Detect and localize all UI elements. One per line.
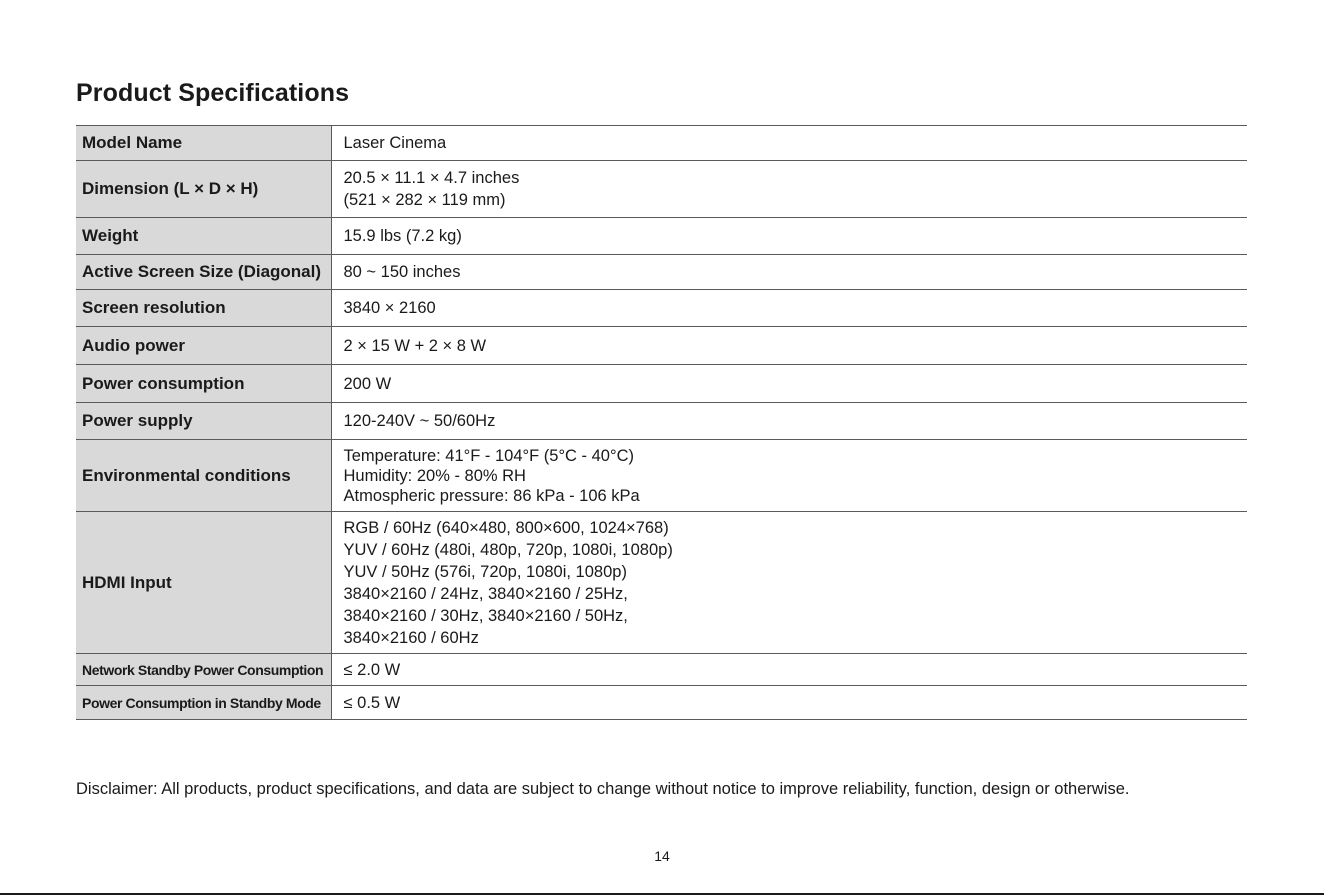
spec-label: Audio power (76, 327, 331, 365)
spec-label: Weight (76, 218, 331, 255)
spec-label: Screen resolution (76, 290, 331, 327)
spec-value-line: 200 W (343, 374, 392, 393)
disclaimer-text: Disclaimer: All products, product specifications, and data are subject to change without notice to improve reliability, function, design or otherwise. (76, 780, 1130, 798)
spec-label: Environmental conditions (76, 440, 331, 512)
page-number: 14 (654, 848, 670, 864)
table-row (76, 327, 1247, 365)
spec-value (331, 290, 1247, 327)
spec-value-line: ≤ 2.0 W (343, 660, 401, 679)
spec-value (331, 161, 1247, 218)
page-title: Product Specifications (76, 79, 350, 107)
spec-value (331, 686, 1247, 720)
table-row (76, 403, 1247, 440)
spec-value (331, 327, 1247, 365)
spec-label: Network Standby Power Consumption (76, 654, 331, 686)
spec-value-line: Temperature: 41°F - 104°F (5°C - 40°C) (343, 446, 634, 465)
spec-label: Power consumption (76, 365, 331, 403)
spec-value (331, 654, 1247, 686)
table-row (76, 686, 1247, 720)
table-row (76, 161, 1247, 218)
table-row (76, 218, 1247, 255)
spec-value (331, 440, 1247, 512)
spec-value-line: ≤ 0.5 W (343, 693, 401, 712)
spec-table (76, 125, 1247, 720)
spec-label: Power supply (76, 403, 331, 440)
table-row (76, 654, 1247, 686)
spec-value (331, 218, 1247, 255)
table-row (76, 365, 1247, 403)
spec-label: Power Consumption in Standby Mode (76, 686, 331, 720)
spec-value (331, 512, 1247, 654)
spec-label: Dimension (L × D × H) (76, 161, 331, 218)
spec-value-line: Humidity: 20% - 80% RH (343, 466, 526, 485)
spec-value-line: Atmospheric pressure: 86 kPa - 106 kPa (343, 486, 640, 505)
table-row (76, 512, 1247, 654)
spec-value (331, 255, 1247, 290)
spec-value-line: (521 × 282 × 119 mm) (343, 191, 506, 209)
spec-label: Model Name (76, 126, 331, 161)
spec-value-line: 20.5 × 11.1 × 4.7 inches (343, 169, 520, 187)
spec-label: HDMI Input (76, 512, 331, 654)
spec-value-line: 3840 × 2160 (343, 299, 436, 317)
spec-label: Active Screen Size (Diagonal) (76, 255, 331, 290)
table-row (76, 126, 1247, 161)
table-row (76, 290, 1247, 327)
spec-value-line: 3840×2160 / 30Hz, 3840×2160 / 50Hz, (343, 606, 628, 625)
spec-value-line: RGB / 60Hz (640×480, 800×600, 1024×768) (343, 518, 669, 537)
table-row (76, 440, 1247, 512)
spec-value-line: 120-240V ~ 50/60Hz (343, 412, 496, 430)
spec-value-line: 2 × 15 W + 2 × 8 W (343, 336, 487, 355)
spec-value-line: 80 ~ 150 inches (343, 263, 461, 281)
spec-value-line: 15.9 lbs (7.2 kg) (343, 227, 462, 245)
table-row (76, 255, 1247, 290)
spec-value (331, 126, 1247, 161)
spec-value-line: 3840×2160 / 60Hz (343, 628, 479, 647)
spec-value (331, 365, 1247, 403)
spec-value-line: 3840×2160 / 24Hz, 3840×2160 / 25Hz, (343, 584, 628, 603)
spec-value-line: YUV / 60Hz (480i, 480p, 720p, 1080i, 1080p) (343, 540, 673, 559)
spec-value-line: YUV / 50Hz (576i, 720p, 1080i, 1080p) (343, 562, 627, 581)
spec-value (331, 403, 1247, 440)
spec-value-line: Laser Cinema (343, 134, 447, 152)
